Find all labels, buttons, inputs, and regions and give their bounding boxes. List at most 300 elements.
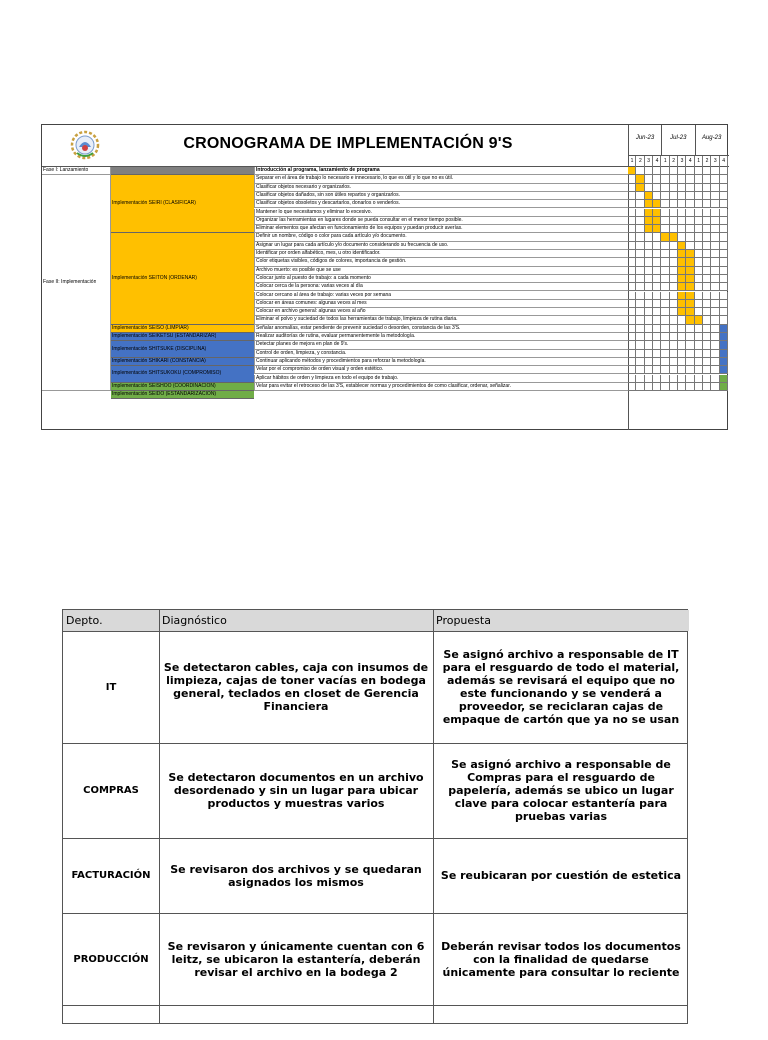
week-cell [686, 225, 694, 233]
week-cell [670, 308, 678, 316]
week-cell [720, 383, 728, 391]
week-cell [686, 325, 694, 333]
group-label: Implementación SEITON (ORDENAR) [112, 275, 197, 282]
week-cell [670, 225, 678, 233]
week-cell [645, 209, 653, 217]
week-number: 3 [647, 158, 651, 164]
week-cell [703, 383, 711, 391]
task-row [254, 175, 628, 183]
gantt-chart [41, 124, 728, 430]
week-cell [695, 308, 703, 316]
week-cell [661, 258, 669, 266]
week-cell [628, 333, 636, 341]
week-cell [703, 233, 711, 241]
task-row [254, 375, 628, 383]
week-cell [636, 300, 644, 308]
week-cell [703, 217, 711, 225]
week-cell [645, 366, 653, 374]
week-cell [670, 316, 678, 324]
week-cell [645, 308, 653, 316]
week-cell [628, 175, 636, 183]
task-label: Velar por el compromiso de orden visual y orden estético. [256, 366, 384, 373]
week-cell [686, 233, 694, 241]
week-cell [653, 192, 661, 200]
week-header-cell [645, 156, 653, 167]
week-cell [678, 217, 686, 225]
week-cell [695, 375, 703, 383]
week-cell [636, 184, 644, 192]
propuesta-cell: Se asignó archivo a responsable de Compras para el resguardo de papelería, además se ubico un lugar clave para colocar estantería para pruebas varias [448, 758, 674, 823]
week-cell [695, 316, 703, 324]
week-cell [703, 316, 711, 324]
phase-label: Fase II: Implementación [43, 279, 97, 286]
week-cell [636, 200, 644, 208]
depto-cell: FACTURACIÓN [71, 870, 151, 881]
week-cell [645, 275, 653, 283]
group-label: Implementación SEISO (LIMPIAR) [112, 324, 189, 331]
week-cell [711, 192, 719, 200]
week-cell [678, 250, 686, 258]
week-cell [720, 325, 728, 333]
week-cell [695, 292, 703, 300]
week-cell [636, 283, 644, 291]
week-cell [720, 308, 728, 316]
task-label: Señalar anomalías, estar pendiente de prevenir suciedad o desorden, constancia de las 3'S. [256, 324, 461, 331]
week-cell [636, 217, 644, 225]
week-number: 4 [655, 158, 659, 164]
week-cell [711, 333, 719, 341]
week-cell [636, 350, 644, 358]
week-header-cell [695, 156, 703, 167]
task-label: Realizar auditorías de rutina, evaluar permanentemente la metodología. [256, 333, 416, 339]
week-cell [636, 341, 644, 349]
week-cell [695, 192, 703, 200]
week-cell [670, 233, 678, 241]
week-cell [653, 217, 661, 225]
week-cell [670, 325, 678, 333]
week-cell [636, 242, 644, 250]
group-label: Implementación SEIKETSU (ESTANDARIZAR) [112, 333, 217, 340]
week-cell [711, 175, 719, 183]
task-label: Detectar planes de mejora en plan de 9's. [256, 341, 349, 348]
week-cell [645, 300, 653, 308]
task-row [254, 209, 628, 217]
propuesta-cell: Se asignó archivo a responsable de IT para el resguardo de todo el material, además se revisará el equipo que no este funcionando y se venderá a proveedor, se reciclaran cajas de empaque de cartón que ya no se usan [442, 648, 680, 726]
week-cell [695, 341, 703, 349]
week-cell [636, 292, 644, 300]
week-cell [670, 217, 678, 225]
week-cell [703, 350, 711, 358]
week-cell [645, 242, 653, 250]
week-cell [645, 184, 653, 192]
week-cell [720, 167, 728, 175]
group-label: Implementación SHIKARI (CONSTANCIA) [112, 358, 206, 365]
week-cell [678, 341, 686, 349]
week-cell [711, 233, 719, 241]
week-cell [628, 375, 636, 383]
week-cell [661, 375, 669, 383]
week-cell [636, 250, 644, 258]
gantt-title: CRONOGRAMA DE IMPLEMENTACIÓN 9'S [183, 135, 513, 152]
week-cell [628, 225, 636, 233]
week-cell [645, 250, 653, 258]
week-cell [703, 225, 711, 233]
group-cell [111, 366, 254, 383]
week-cell [678, 316, 686, 324]
week-cell [678, 283, 686, 291]
week-cell [661, 308, 669, 316]
week-cell [661, 366, 669, 374]
week-cell [628, 275, 636, 283]
week-cell [628, 167, 636, 175]
week-cell [636, 175, 644, 183]
week-cell [711, 366, 719, 374]
week-cell [720, 233, 728, 241]
week-cell [670, 209, 678, 217]
week-cell [686, 217, 694, 225]
week-cell [661, 275, 669, 283]
phase-cell [42, 167, 111, 175]
week-cell [686, 242, 694, 250]
task-row [254, 275, 628, 283]
week-cell [645, 175, 653, 183]
week-cell [653, 275, 661, 283]
week-cell [703, 341, 711, 349]
week-cell [628, 358, 636, 366]
group-label: Implementación SHITSUKE (DISCIPLINA) [112, 345, 207, 352]
week-cell [720, 184, 728, 192]
task-row [254, 308, 628, 316]
task-row [254, 292, 628, 300]
week-number: 2 [672, 158, 676, 164]
task-label: Clasificar objetos necesario y organizarlos. [256, 183, 352, 190]
week-cell [703, 308, 711, 316]
week-cell [628, 233, 636, 241]
week-cell [686, 358, 694, 366]
week-cell [703, 175, 711, 183]
week-header-cell [703, 156, 711, 167]
week-cell [670, 175, 678, 183]
week-cell [661, 200, 669, 208]
week-cell [703, 358, 711, 366]
week-cell [711, 184, 719, 192]
week-cell [695, 333, 703, 341]
week-cell [628, 341, 636, 349]
week-cell [670, 258, 678, 266]
week-cell [720, 250, 728, 258]
week-cell [686, 209, 694, 217]
task-label: Asignar un lugar para cada artículo y/o documento considerando su frecuencia de uso. [256, 241, 449, 248]
week-cell [695, 325, 703, 333]
week-cell [720, 350, 728, 358]
week-cell [678, 366, 686, 374]
week-cell [720, 242, 728, 250]
week-cell [678, 358, 686, 366]
week-cell [645, 375, 653, 383]
week-number: 2 [705, 158, 709, 164]
task-row [254, 366, 628, 374]
month-label: Jun-23 [635, 135, 655, 141]
week-header-cell [711, 156, 719, 167]
week-cell [645, 325, 653, 333]
week-cell [653, 316, 661, 324]
week-cell [711, 292, 719, 300]
task-row [254, 341, 628, 349]
week-cell [695, 250, 703, 258]
week-cell [686, 350, 694, 358]
week-cell [703, 258, 711, 266]
week-cell [711, 242, 719, 250]
grid-line [695, 125, 696, 156]
task-row [254, 283, 628, 291]
header-depto: Depto. [63, 610, 159, 631]
week-cell [711, 167, 719, 175]
week-cell [670, 283, 678, 291]
week-header-cell [661, 156, 669, 167]
diagnostico-cell: Se detectaron documentos en un archivo desordenado y sin un lugar para ubicar productos y muestras varios [168, 771, 424, 810]
week-cell [670, 275, 678, 283]
week-cell [636, 316, 644, 324]
task-row [254, 192, 628, 200]
week-cell [686, 283, 694, 291]
week-cell [695, 217, 703, 225]
company-logo-icon [69, 129, 101, 161]
week-cell [653, 383, 661, 391]
task-row [254, 233, 628, 241]
propuesta-cell: Se reubicaran por cuestión de estetica [440, 869, 682, 882]
week-cell [720, 192, 728, 200]
week-cell [711, 217, 719, 225]
week-cell [661, 267, 669, 275]
week-cell [720, 217, 728, 225]
task-row [254, 225, 628, 233]
week-cell [661, 250, 669, 258]
week-cell [645, 192, 653, 200]
week-cell [678, 200, 686, 208]
week-cell [695, 366, 703, 374]
task-label: Control de orden, limpieza, y constancia. [256, 349, 347, 356]
week-cell [695, 200, 703, 208]
task-label: Colocar en archivo general: algunas veces al año [256, 308, 366, 315]
week-cell [686, 267, 694, 275]
week-cell [695, 258, 703, 266]
week-cell [720, 209, 728, 217]
week-cell [670, 292, 678, 300]
grid-line [661, 125, 662, 156]
week-cell [686, 300, 694, 308]
week-cell [686, 167, 694, 175]
week-cell [678, 300, 686, 308]
week-cell [670, 167, 678, 175]
week-cell [661, 383, 669, 391]
week-cell [703, 267, 711, 275]
week-cell [670, 242, 678, 250]
week-cell [636, 358, 644, 366]
week-number: 1 [630, 158, 634, 164]
week-cell [653, 225, 661, 233]
week-cell [703, 375, 711, 383]
task-label: Colocar cercano al área de trabajo: varias veces por semana [256, 291, 392, 298]
week-cell [653, 308, 661, 316]
week-cell [703, 366, 711, 374]
week-cell [711, 225, 719, 233]
month-label: Aug-23 [701, 135, 722, 141]
task-label: Clasificar objetos dañados, sin son útiles repartos y organizarlos. [256, 191, 400, 198]
task-row [254, 267, 628, 275]
week-cell [653, 258, 661, 266]
week-cell [720, 366, 728, 374]
week-cell [711, 383, 719, 391]
group-cell [111, 167, 254, 175]
week-cell [678, 209, 686, 217]
week-cell [661, 333, 669, 341]
week-cell [661, 283, 669, 291]
week-cell [711, 316, 719, 324]
week-cell [720, 341, 728, 349]
week-cell [636, 366, 644, 374]
week-cell [653, 366, 661, 374]
week-cell [628, 383, 636, 391]
week-cell [678, 350, 686, 358]
task-label: Eliminar el polvo y suciedad de todos las herramientas de trabajo, limpieza de rutina diaria. [256, 316, 458, 323]
week-cell [711, 308, 719, 316]
depto-cell [63, 1005, 159, 1040]
week-cell [628, 242, 636, 250]
diagnostico-cell: Se detectaron cables, caja con insumos de limpieza, cajas de toner vacías en bodega general, teclados en closet de Gerencia Financiera [163, 661, 429, 713]
week-header-cell [653, 156, 661, 167]
depto-cell: IT [105, 681, 117, 693]
propuesta-cell: Deberán revisar todos los documentos con la finalidad de quedarse únicamente para consultar lo reciente [441, 939, 681, 979]
header-propuesta: Propuesta [433, 610, 689, 631]
week-cell [653, 167, 661, 175]
week-cell [695, 225, 703, 233]
week-cell [695, 350, 703, 358]
week-cell [678, 267, 686, 275]
week-cell [720, 375, 728, 383]
week-cell [628, 200, 636, 208]
week-cell [678, 233, 686, 241]
week-cell [661, 341, 669, 349]
week-cell [720, 200, 728, 208]
week-cell [686, 383, 694, 391]
week-cell [645, 350, 653, 358]
week-header-cell [628, 156, 636, 167]
week-cell [628, 308, 636, 316]
week-cell [661, 184, 669, 192]
week-cell [670, 200, 678, 208]
week-cell [670, 375, 678, 383]
week-cell [628, 325, 636, 333]
week-cell [720, 267, 728, 275]
task-label: Clasificar objetos obsoletos y descartarlos, donarlos o venderlos. [256, 200, 400, 207]
week-cell [678, 333, 686, 341]
week-cell [661, 300, 669, 308]
task-label: Colocar junto al puesto de trabajo: a cada momento [256, 274, 371, 281]
week-cell [711, 200, 719, 208]
week-cell [645, 217, 653, 225]
task-row [254, 242, 628, 250]
week-cell [645, 233, 653, 241]
week-cell [686, 366, 694, 374]
week-cell [695, 358, 703, 366]
week-cell [628, 366, 636, 374]
week-cell [628, 184, 636, 192]
week-cell [711, 267, 719, 275]
week-cell [653, 184, 661, 192]
month-label: Jul-23 [670, 135, 687, 141]
group-cell [111, 175, 254, 233]
task-row [254, 333, 628, 341]
week-cell [661, 217, 669, 225]
phase-cell [42, 175, 111, 391]
week-cell [661, 233, 669, 241]
week-cell [711, 283, 719, 291]
week-cell [686, 333, 694, 341]
week-cell [628, 250, 636, 258]
week-header-cell [686, 156, 694, 167]
week-cell [636, 192, 644, 200]
week-cell [653, 333, 661, 341]
task-label: Separar en el área de trabajo lo necesario e innecesario, lo que es útil y lo que no es útil. [256, 175, 454, 182]
week-cell [703, 200, 711, 208]
header-diagnostico: Diagnóstico [159, 610, 433, 631]
week-cell [711, 358, 719, 366]
week-cell [670, 184, 678, 192]
week-cell [695, 184, 703, 192]
task-row [254, 184, 628, 192]
task-label: Introducción al programa, lanzamiento de programa [256, 167, 380, 173]
task-row [254, 325, 628, 333]
week-cell [678, 167, 686, 175]
week-cell [686, 375, 694, 383]
week-header-cell [636, 156, 644, 167]
task-label: Mantener lo que necesitamos y eliminar lo excesivo. [256, 208, 372, 215]
week-cell [670, 341, 678, 349]
week-cell [636, 333, 644, 341]
week-cell [653, 209, 661, 217]
depto-cell: PRODUCCIÓN [73, 953, 149, 965]
task-row [254, 300, 628, 308]
week-cell [670, 366, 678, 374]
task-label: Identificar por orden alfabético, mes, u otro identificador. [256, 250, 381, 256]
week-cell [661, 209, 669, 217]
group-cell [111, 233, 254, 324]
task-row [254, 167, 628, 175]
week-cell [653, 358, 661, 366]
week-cell [695, 167, 703, 175]
week-cell [653, 175, 661, 183]
task-label: Eliminar elementos que afectan en funcionamiento de los equipos y puedan producir averías. [256, 225, 463, 232]
week-cell [695, 209, 703, 217]
task-row [254, 383, 628, 391]
week-cell [645, 200, 653, 208]
week-cell [636, 275, 644, 283]
week-cell [678, 225, 686, 233]
task-label: Definir un nombre, código o color para cada artículo y/o documento. [256, 233, 407, 240]
week-cell [678, 192, 686, 200]
task-row [254, 258, 628, 266]
week-cell [653, 242, 661, 250]
week-cell [720, 275, 728, 283]
week-cell [703, 333, 711, 341]
week-cell [711, 350, 719, 358]
week-cell [653, 200, 661, 208]
week-cell [636, 233, 644, 241]
task-label: Colocar en áreas comunes: algunas veces al mes [256, 299, 367, 306]
week-cell [653, 233, 661, 241]
week-cell [720, 175, 728, 183]
week-cell [653, 375, 661, 383]
